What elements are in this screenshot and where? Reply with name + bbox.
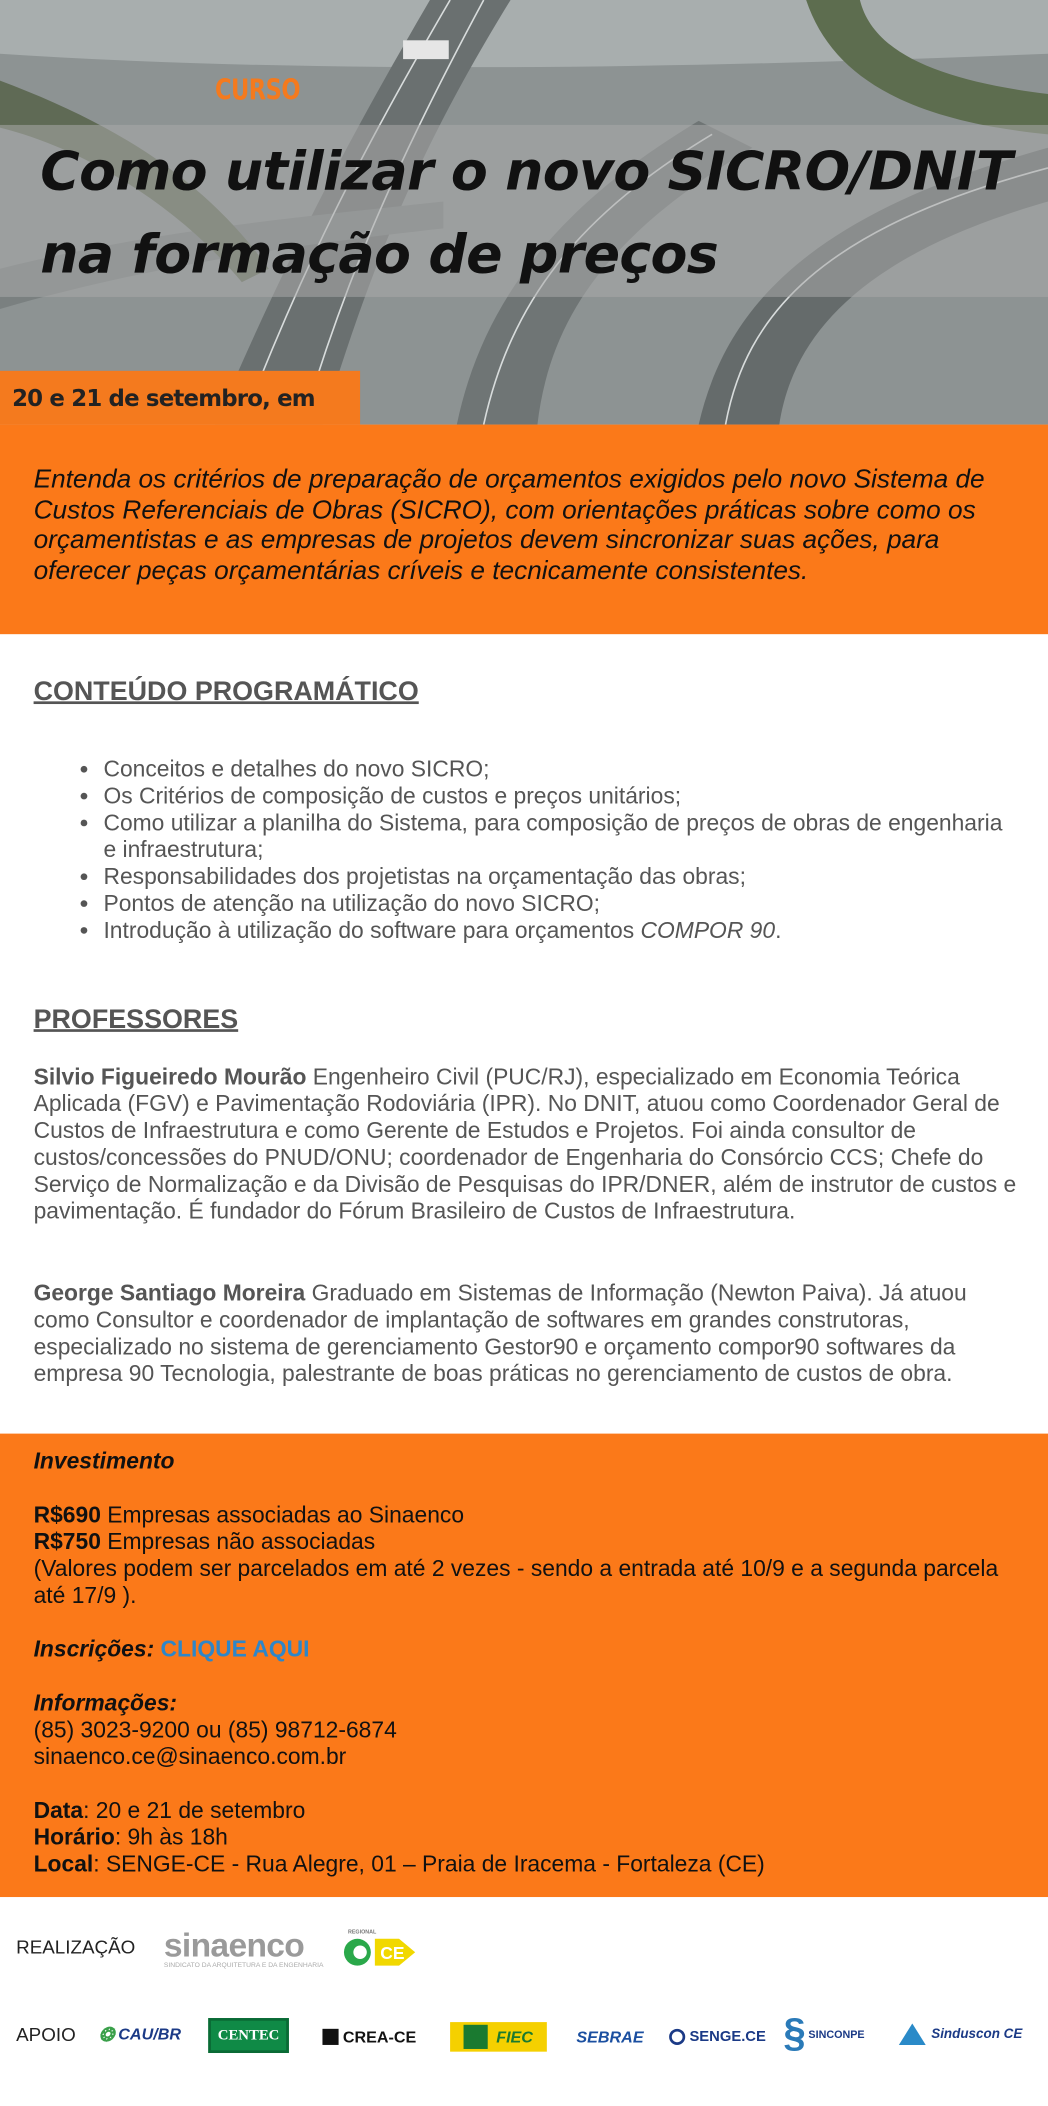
software-name: COMPOR 90 — [640, 917, 776, 944]
footer-logos — [0, 1897, 1048, 2105]
professor-name-2: George Santiago Moreira — [33, 1280, 306, 1306]
installments-note: (Valores podem ser parcelados em até 2 vezes - sendo a entrada até 10/9 e a segunda parcela até 17/9 ). — [33, 1555, 999, 1609]
course-date: 20 e 21 de setembro, em — [0, 371, 360, 425]
investment-heading: Investimento — [33, 1448, 175, 1474]
price-non-associated: R$750 Empresas não associadas — [33, 1529, 376, 1555]
crea-ce-logo: CREA-CE — [320, 2023, 419, 2050]
program-item: • Introdução à utilização do software para orçamentos COMPOR 90. — [103, 918, 1021, 945]
registration: Inscrições: CLIQUE AQUI — [33, 1636, 310, 1663]
sinaenco-logo: sinaenco SINDICATO DA ARQUITETURA E DA ENGENHARIA — [163, 1926, 324, 1970]
program-heading: CONTEÚDO PROGRAMÁTICO — [33, 677, 419, 707]
event-time: Horário: 9h às 18h — [33, 1824, 228, 1851]
apoio-label: APOIO — [16, 2023, 76, 2045]
event-details — [34, 1798, 1015, 1879]
senge-ce-logo: SENGE.CE — [669, 2023, 766, 2050]
svg-text:REGIONAL: REGIONAL — [347, 1929, 377, 1936]
event-location: Local: SENGE-CE - Rua Alegre, 01 – Praia de Iracema - Fortaleza (CE) — [33, 1851, 765, 1877]
hero-banner — [0, 0, 1048, 425]
professor-name-1: Silvio Figueiredo Mourão — [33, 1064, 307, 1090]
professor-bio-2: George Santiago Moreira Graduado em Sistemas de Informação (Newton Paiva). Já atuou como Consultor e coordenador de implantação de softwares em grandes construtoras, especializado no sistema de gerenciamento Gestor90 e orçamento compor90 softwares da empresa 90 Tecnologia, palestrante de boas práticas no gerenciamento de custos de obra. — [33, 1280, 967, 1387]
realizacao-label: REALIZAÇÃO — [16, 1936, 136, 1958]
email-address[interactable]: sinaenco.ce@sinaenco.com.br — [33, 1743, 347, 1770]
course-title — [40, 130, 1034, 297]
course-title-line-2: na formação de preços — [40, 224, 719, 287]
svg-text:CE: CE — [380, 1942, 405, 1963]
sebrae-logo: SEBRAE — [576, 2027, 644, 2047]
intro-section — [0, 425, 1048, 635]
program-item: • Conceitos e detalhes do novo SICRO; — [103, 756, 1021, 783]
intro-text: Entenda os critérios de preparação de orçamentos exigidos pelo novo Sistema de Custos Referenciais de Obras (SICRO), com orientações práticas sobre como os orçamentistas e as empresas de projetos devem sincronizar suas ações, para oferecer peças orçamentárias críveis e tecnicamente consistentes. — [33, 464, 985, 586]
centec-logo: CENTEC — [208, 2018, 289, 2053]
prices — [34, 1502, 1015, 1609]
investment-section — [0, 1434, 1048, 1898]
cau-logo: ❂ CAU/BR — [98, 2022, 181, 2045]
contact-info: Informações: (85) 3023-9200 ou (85) 98712-6874 sinaenco.ce@sinaenco.com.br — [34, 1690, 1015, 1771]
professors-heading: PROFESSORES — [33, 1005, 239, 1035]
sinduscon-ce-logo: Sinduscon CE — [887, 2015, 1035, 2053]
program-list — [34, 756, 1022, 944]
regional-ce-logo — [340, 1927, 421, 1970]
program-item: • Responsabilidades dos projetistas na orçamentação das obras; — [103, 864, 1021, 891]
course-tag: CURSO — [214, 73, 301, 107]
professor-bio-1: Silvio Figueiredo Mourão Engenheiro Civil (PUC/RJ), especializado em Economia Teórica Aplicada (FGV) e Pavimentação Rodoviária (IPR). No DNIT, atuou como Coordenador Geral de Custos de Infraestrutura e como Gerente de Estudos e Projetos. Foi ainda consultor de custos/concessões do PNUD/ONU; coordenador de Engenharia do Consórcio CCS; Chefe do Serviço de Normalização e da Divisão de Pesquisas do IPR/DNER, além de instrutor de custos e pavimentação. É fundador do Fórum Brasileiro de Custos de Infraestrutura. — [33, 1064, 1017, 1225]
fiec-logo: FIEC — [450, 2022, 547, 2052]
program-item: • Pontos de atenção na utilização do novo SICRO; — [103, 891, 1021, 918]
course-title-line-1: Como utilizar o novo SICRO/DNIT — [40, 141, 1013, 203]
event-date: Data: 20 e 21 de setembro — [33, 1797, 306, 1824]
register-link[interactable]: CLIQUE AQUI — [160, 1636, 310, 1663]
sinconpe-logo: § SINCONPE — [783, 2011, 865, 2056]
price-associated: R$690 Empresas associadas ao Sinaenco — [33, 1502, 465, 1528]
program-item: • Os Critérios de composição de custos e preços unitários; — [103, 783, 1021, 810]
phone-numbers: (85) 3023-9200 ou (85) 98712-6874 — [33, 1717, 397, 1743]
program-item: • Como utilizar a planilha do Sistema, para composição de preços de obras de engenharia e infraestrutura; — [103, 810, 1021, 864]
